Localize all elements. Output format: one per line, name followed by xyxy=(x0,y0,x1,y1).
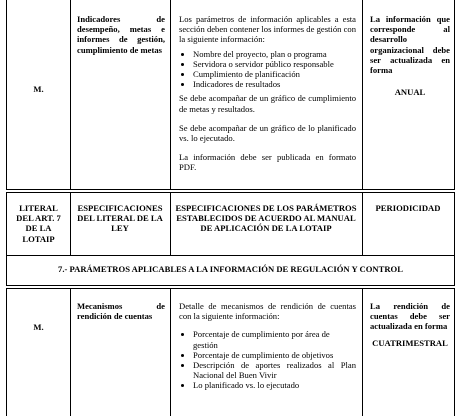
periodicity-text: La información que corresponde al desarrollo organizacional debe ser actualizada en forma xyxy=(370,14,450,76)
list-item: • Porcentaje de cumplimiento de objetivos xyxy=(193,350,356,360)
section-title: 7.- PARÁMETROS APLICABLES A LA INFORMACIÓN DE REGULACIÓN Y CONTROL xyxy=(58,264,403,274)
header-literal: LITERAL DEL ART. 7 DE LA LOTAIP xyxy=(16,203,61,244)
list-item: • Servidora o servidor público responsable xyxy=(193,59,356,69)
indicator-label: Indicadores de desempeño, metas e informes de gestión, cumplimiento de metas xyxy=(77,14,165,55)
list-item: • Porcentaje de cumplimiento por área de gestión xyxy=(193,329,356,349)
note-text: La información debe ser publicada en formato PDF. xyxy=(179,152,356,173)
indicator-label: Mecanismos de rendición de cuentas xyxy=(77,301,165,322)
list-item: • Nombre del proyecto, plan o programa xyxy=(193,49,356,59)
table-header-row xyxy=(6,192,455,255)
section-title-row xyxy=(6,256,455,286)
bullet-list xyxy=(179,329,356,390)
regulation-table xyxy=(6,0,455,416)
row-numeral: M. xyxy=(33,322,44,332)
list-item: • Lo planificado vs. lo ejecutado xyxy=(193,380,356,390)
header-parameters: ESPECIFICACIONES DE LOS PARÁMETROS ESTABLECIDOS DE ACUERDO AL MANUAL DE APLICACIÓN DE LA LOTAIP xyxy=(175,203,357,234)
list-item: • Cumplimiento de planificación xyxy=(193,69,356,79)
intro-text: Detalle de mecanismos de rendición de cuentas con la siguiente información: xyxy=(179,301,356,322)
list-item: • Descripción de aportes realizados al Plan Nacional del Buen Vivir xyxy=(193,360,356,380)
note-text: Se debe acompañar de un gráfico de cumplimiento de metas y resultados. xyxy=(179,93,356,114)
header-periodicity: PERIODICIDAD xyxy=(375,203,441,213)
periodicity-value: ANUAL xyxy=(394,87,426,98)
periodicity-value: CUATRIMESTRAL xyxy=(372,337,448,348)
table-row-bottom xyxy=(6,288,455,416)
row-numeral: M. xyxy=(33,84,44,94)
table-row-top xyxy=(6,0,455,190)
list-item: • Indicadores de resultados xyxy=(193,79,356,89)
header-specifications-law: ESPECIFICACIONES DEL LITERAL DE LA LEY xyxy=(77,203,163,234)
periodicity-text: La rendición de cuentas debe ser actualizada en forma xyxy=(370,301,450,332)
intro-text: Los parámetros de información aplicables a esta sección deben contener los informes de gestión con la siguiente información: xyxy=(179,14,356,45)
note-text: Se debe acompañar de un gráfico de lo planificado vs. lo ejecutado. xyxy=(179,122,356,144)
bullet-list xyxy=(179,49,356,90)
